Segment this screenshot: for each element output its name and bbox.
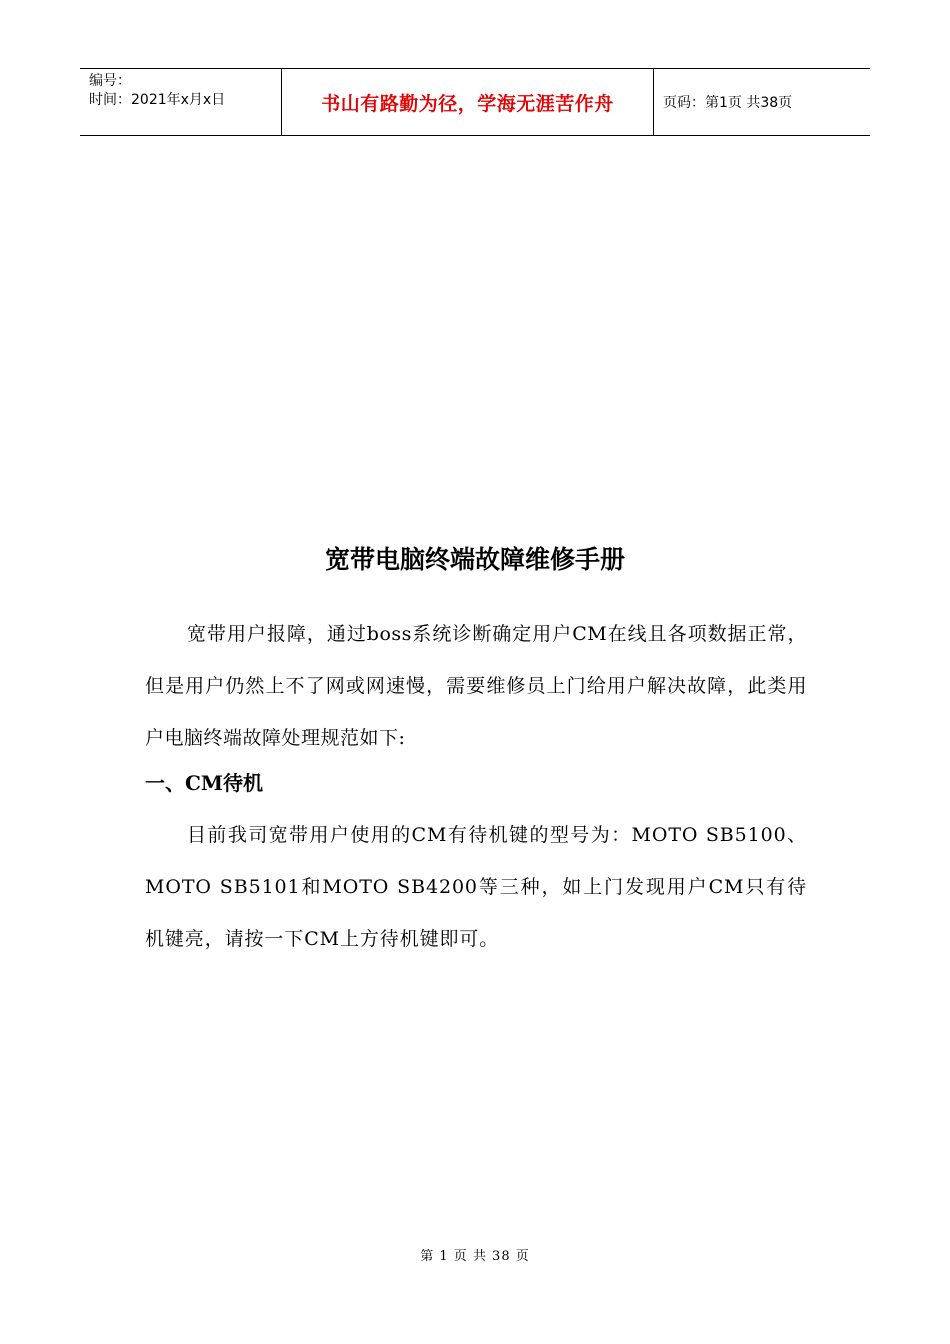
section-heading-cm-standby: 一、CM待机: [145, 771, 264, 795]
intro-paragraph: 宽带用户报障，通过boss系统诊断确定用户CM在线且各项数据正常，但是用户仍然上不了网或网速慢，需要维修员上门给用户解决故障，此类用户电脑终端故障处理规范如下:: [145, 623, 807, 749]
page-footer: 第 1 页 共 38 页: [420, 1249, 530, 1264]
document-number-label: 编号：: [89, 73, 131, 89]
header-meta-cell: [80, 69, 282, 135]
header-page-info: 页码：第1页 共38页: [663, 95, 793, 111]
page-header: [80, 68, 870, 136]
section-paragraph-cm-standby: 目前我司宽带用户使用的CM有待机键的型号为：MOTO SB5100、MOTO SB5101和MOTO SB4200等三种，如上门发现用户CM只有待机键亮，请按一下CM上方待机键即可。: [145, 824, 807, 950]
document-title: 宽带电脑终端故障维修手册: [324, 545, 625, 574]
header-motto: 书山有路勤为径，学海无涯苦作舟: [282, 69, 654, 135]
document-date-label: 时间：2021年x月x日: [89, 92, 226, 108]
